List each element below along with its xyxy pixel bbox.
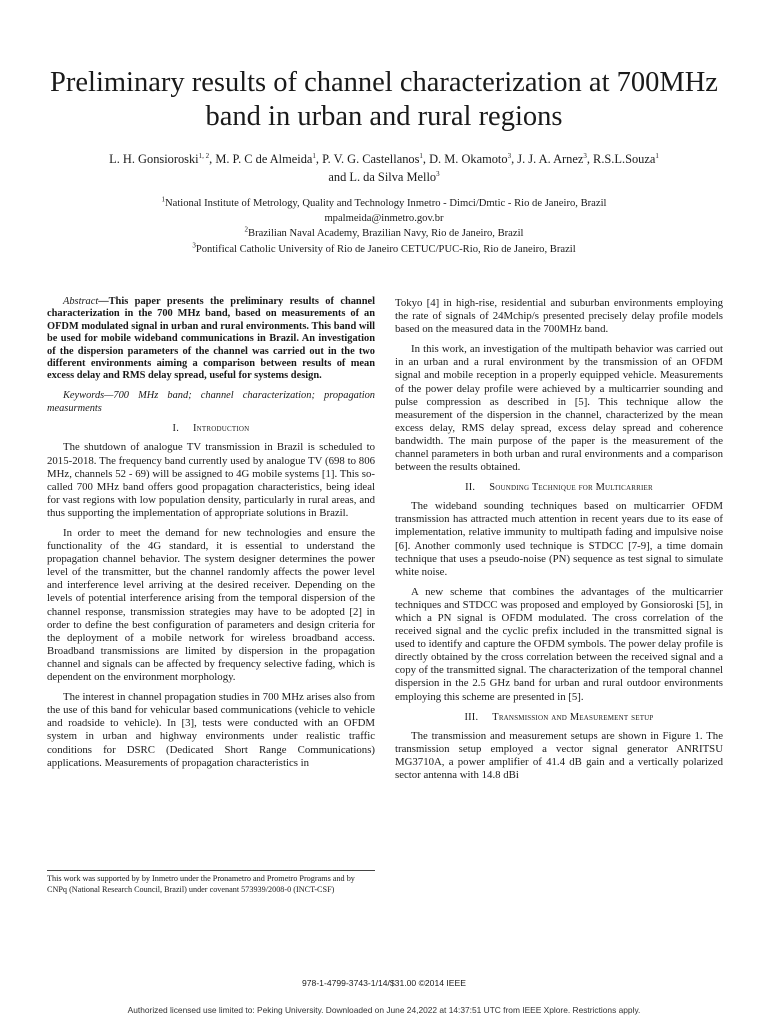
abstract: Abstract—This paper presents the preliminary results of channel characterization in the 700 MHz band, based on measurements of an OFDM modulated signal in urban and rural environments. This band will be used for mobile wideband communications in Brazil. An investigation of the dispersion parameters of the channel was carried out in the two different environments aiming a comparison between results of mean excess delay and RMS delay spread, useful for systems design. [47, 296, 375, 382]
affiliation-2: $^2$Brazilian Naval Academy, Brazilian Navy, Rio de Janeiro, Brazil [244, 225, 524, 240]
affiliation-3: $^3$Pontifical Catholic University of Rio de Janeiro CETUC/PUC-Rio, Rio de Janeiro, Brazil [192, 241, 576, 255]
license-notice: Authorized licensed use limited to: Peking University. Downloaded on June 24,2022 at 14:37:51 UTC from IEEE Xplore. Restrictions apply. [127, 1005, 641, 1015]
paragraph: Tokyo [4] in high-rise, residential and suburban environments employing the rate of signals of 24Mchip/s presented precisely delay profile models based on the measured data in the 700MHz band. [395, 297, 723, 336]
funding-footnote: This work was supported by by Inmetro under the Pronametro and Prometro Programs and by CNPq (National Research Council, Brazil) under covenant 573939/2008-0 (INCT-CSF) [47, 870, 375, 895]
right-column [395, 297, 723, 782]
author: L. H. Gonsioroski$^{1, 2}$ [109, 151, 210, 166]
author: , P. V. G. Castellanos$^1$ [315, 151, 423, 166]
author: , D. M. Okamoto$^3$ [422, 151, 512, 166]
author: , J. J. A. Arnez$^3$ [511, 151, 587, 166]
paragraph: The interest in channel propagation studies in 700 MHz arises also from the use of this band for vehicular based communications (vehicle to vehicle and roadside to vehicle). In [3], tests were conducted with an OFDM system in urban and highway environments under realistic traffic conditions for DSRC (Dedicated Short Range Communications) applications. Measurements of propagation characteristics in [47, 691, 375, 769]
paragraph: The transmission and measurement setups are shown in Figure 1. The transmission setup employed a vector signal generator ANRITSU MG3710A, a power amplifier of 41.4 dB gain and a vertically polarized sector antenna with 14.8 dBi [395, 729, 723, 781]
ieee-copyright-footer: 978-1-4799-3743-1/14/$31.00 ©2014 IEEE [301, 978, 466, 988]
paragraph: The shutdown of analogue TV transmission in Brazil is scheduled to 2015-2018. The frequency band currently used by analogue TV (698 to 806 MHz, channels 52 - 69) will be assigned to 4G mobile systems [1]. This so-called 700 MHz band offers good propagation characteristics, being ideal for vast regions with low population density, particularly in rural areas, and thus supporting the implementation of appropriate solutions in Brazil. [47, 441, 375, 519]
left-column [47, 296, 375, 770]
section-heading-transmission-setup: III. Transmission and Measurement setup [464, 711, 654, 723]
paper-title: Preliminary results of channel characterization at 700MHz band in urban and rural regions [50, 67, 718, 132]
affiliations [40, 196, 728, 257]
contact-email: mpalmeida@inmetro.gov.br [324, 213, 444, 225]
authors-line-2 [40, 168, 728, 186]
affiliation-1: $^1$National Institute of Metrology, Quality and Technology Inmetro - Dimci/Dmtic - Rio de Janeiro, Brazil [161, 195, 607, 209]
author: , M. P. C de Almeida$^1$ [209, 151, 316, 166]
authors-line-1 [40, 150, 728, 168]
section-heading-sounding-technique: II. Sounding Technique for Multicarrier [465, 482, 653, 494]
paragraph: The wideband sounding techniques based on multicarrier OFDM transmission has attracted much attention in recent years due to its ease of implementation, relative immunity to multipath fading and impulsive noise [6]. Another commonly used technique is STDCC [7-9], a time domain technique that uses a pseudo-noise (PN) sequence as test signal to simulate white noise. [395, 500, 723, 578]
paragraph: In order to meet the demand for new technologies and ensure the functionality of the 4G standard, it is essential to understand the propagation channel behavior. The system designer determines the power level of the transmitter, but the channel randomly affects the power level and interference level arriving at the desired receiver. Depending on the levels of potential interference arising from the temporal dispersion of the channel response, transmission strategies may have to be adopted [2] in order to define the best configuration of parameters and design criteria for the deployment of a mobile network for wireless broadband access. Broadband transmissions are limited by dispersion in the propagation channel and signals can be affected by frequency selective fading, which is dependent on the environment morphology. [47, 527, 375, 684]
author: , R.S.L.Souza$^1$ [586, 151, 659, 166]
paragraph: A new scheme that combines the advantages of the multicarrier techniques and STDCC was proposed and employed by Gonsioroski [5], in which a PN signal is OFDM modulated. The cross correlation of the received signal and the cyclic prefix included in the transmitted signal is used to identify and capture the OFDM symbols. The power delay profile is directly obtained by the cross correlation between the received signal and a copy of the transmitted signal. The characterization of the temporal channel dispersion in the 2.5 GHz band for urban and rural outdoor environments employing this scheme are presented in [5]. [395, 585, 723, 703]
keywords: Keywords—700 MHz band; channel characterization; propagation measurments [47, 389, 375, 414]
section-heading-introduction: I. Introduction [172, 423, 250, 435]
paragraph: In this work, an investigation of the multipath behavior was carried out in an urban and a rural environment by the transmission of an OFDM signal and mobile reception in a properly equipped vehicle. Measurements of the power delay profile were achieved by a multicarrier sounding and pulse compression as described in [5]. This technique allow the measurement of the dispersion in the channel, characterized by the mean excess delay, RMS delay spread, excess delay spread and coherence bandwidth. The main purpose of the paper is the measurement of the channel parameters in both urban and rural environments and a comparison between the results obtained. [395, 343, 723, 474]
authors [40, 150, 728, 186]
author: and L. da Silva Mello$^3$ [328, 169, 440, 184]
